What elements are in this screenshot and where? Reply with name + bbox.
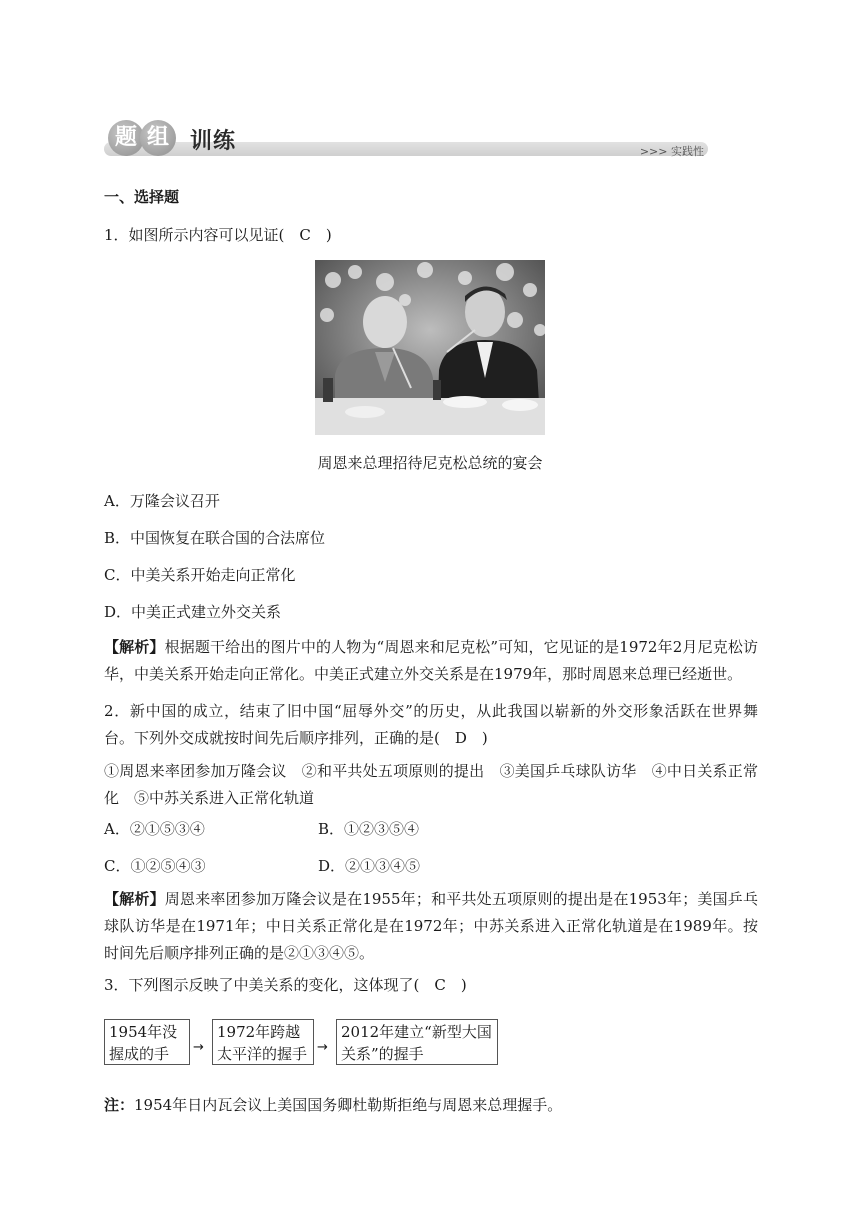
- q3-note-label: 注：: [104, 1096, 135, 1114]
- q2-stem: 2．新中国的成立，结束了旧中国“屈辱外交”的历史，从此我国以崭新的外交形象活跃在世界舞台。下列外交成就按时间先后顺序排列，正确的是( D ): [104, 702, 758, 747]
- photo-caption: 周恩来总理招待尼克松总统的宴会: [317, 454, 543, 472]
- q1-analysis-text: 根据题干给出的图片中的人物为“周恩来和尼克松”可知，它见证的是1972年2月尼克松访华，中美关系开始走向正常化。中美正式建立外交关系是在1979年，那时周恩来总理已经逝世。: [104, 638, 758, 683]
- q2-option-a: A．②①⑤③④: [104, 820, 205, 838]
- banner-tag: >>> 实践性: [639, 145, 704, 158]
- banner-title: 训练: [190, 129, 237, 154]
- flow-box-1972: 1972年跨越太平洋的握手: [212, 1019, 314, 1065]
- flow-box-2012: 2012年建立“新型大国关系”的握手: [336, 1019, 498, 1065]
- q1-analysis: [104, 634, 758, 688]
- q1-stem: 1．如图所示内容可以见证( C ): [104, 226, 332, 244]
- q2-option-d: D．②①③④⑤: [318, 857, 421, 875]
- q3-note: [104, 1092, 562, 1118]
- flow-arrow-1: →: [193, 1040, 204, 1055]
- q1-option-d: D．中美正式建立外交关系: [104, 603, 282, 621]
- q1-option-c: C．中美关系开始走向正常化: [104, 566, 296, 584]
- section-title: 一、选择题: [104, 188, 180, 206]
- q2-option-c: C．①②⑤④③: [104, 857, 206, 875]
- section-banner: [104, 116, 708, 160]
- q1-option-b: B．中国恢复在联合国的合法席位: [104, 529, 326, 547]
- q1-analysis-label: 【解析】: [104, 638, 165, 656]
- banquet-photo-drawing: [315, 260, 545, 435]
- banner-badge-1: 题: [108, 120, 144, 156]
- q2-analysis: [104, 886, 758, 967]
- q2-option-b: B．①②③⑤④: [318, 820, 420, 838]
- q1-option-a: A．万隆会议召开: [104, 492, 220, 510]
- q2-analysis-label: 【解析】: [104, 890, 165, 908]
- flow-box-1954: 1954年没握成的手: [104, 1019, 190, 1065]
- flow-arrow-2: →: [317, 1040, 328, 1055]
- q3-stem: 3．下列图示反映了中美关系的变化，这体现了( C ): [104, 976, 467, 994]
- q2-items: ①周恩来率团参加万隆会议 ②和平共处五项原则的提出 ③美国乒乓球队访华 ④中日关系正常化 ⑤中苏关系进入正常化轨道: [104, 762, 758, 807]
- q2-analysis-text: 周恩来率团参加万隆会议是在1955年；和平共处五项原则的提出是在1953年；美国乒乓球队访华是在1971年；中日关系正常化是在1972年；中苏关系进入正常化轨道是在1989年。按时间先后顺序排列正确的是②①③④⑤。: [104, 890, 758, 962]
- banner-badge-2: 组: [140, 120, 176, 156]
- q3-note-text: 1954年日内瓦会议上美国国务卿杜勒斯拒绝与周恩来总理握手。: [134, 1096, 563, 1114]
- banquet-photo: [315, 260, 545, 435]
